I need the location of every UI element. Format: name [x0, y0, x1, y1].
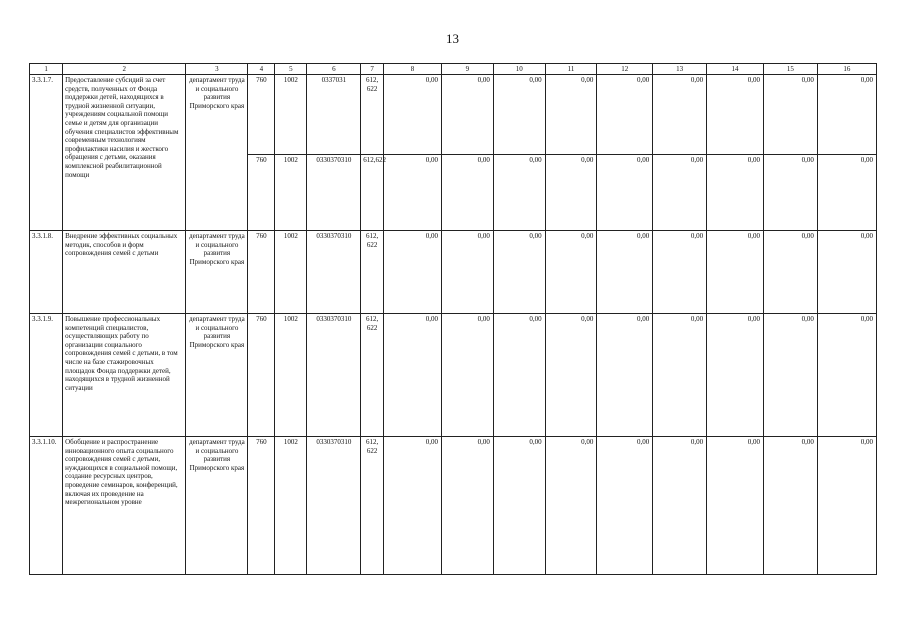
- row-index: 3.3.1.7.: [30, 75, 63, 231]
- budget-table: [29, 63, 877, 575]
- row-name: Внедрение эффективных социальных методик, способов и форм сопровождения семей с детьми: [63, 231, 186, 314]
- cell-col4: 760: [248, 437, 275, 575]
- cell-value: 0,00: [597, 314, 653, 437]
- column-header: 7: [361, 64, 384, 75]
- row-executor: департамент труда и социального развития Приморского края: [186, 75, 248, 231]
- cell-col5: 1002: [275, 155, 307, 231]
- cell-value: 0,00: [442, 231, 494, 314]
- cell-value: 0,00: [597, 75, 653, 155]
- cell-value: 0,00: [442, 437, 494, 575]
- cell-value: 0,00: [493, 314, 545, 437]
- cell-col7: 612,622: [361, 155, 384, 231]
- column-header: 8: [384, 64, 442, 75]
- cell-value: 0,00: [707, 437, 764, 575]
- page-number: 13: [446, 31, 459, 46]
- cell-col4: 760: [248, 155, 275, 231]
- cell-value: 0,00: [493, 155, 545, 231]
- cell-value: 0,00: [817, 155, 876, 231]
- cell-col7: 612, 622: [361, 314, 384, 437]
- cell-col4: 760: [248, 314, 275, 437]
- row-index: 3.3.1.8.: [30, 231, 63, 314]
- cell-value: 0,00: [545, 75, 597, 155]
- cell-col5: 1002: [275, 437, 307, 575]
- cell-col4: 760: [248, 75, 275, 155]
- cell-value: 0,00: [707, 231, 764, 314]
- cell-col5: 1002: [275, 314, 307, 437]
- cell-col6: 0337031: [307, 75, 361, 155]
- cell-value: 0,00: [384, 437, 442, 575]
- cell-value: 0,00: [545, 231, 597, 314]
- cell-col6: 0330370310: [307, 437, 361, 575]
- row-executor: департамент труда и социального развития Приморского края: [186, 231, 248, 314]
- cell-col6: 0330370310: [307, 231, 361, 314]
- cell-value: 0,00: [597, 155, 653, 231]
- header-row: [30, 64, 877, 75]
- cell-value: 0,00: [817, 75, 876, 155]
- column-header: 11: [545, 64, 597, 75]
- column-header: 4: [248, 64, 275, 75]
- row-index: 3.3.1.10.: [30, 437, 63, 575]
- cell-value: 0,00: [764, 231, 818, 314]
- cell-value: 0,00: [384, 155, 442, 231]
- cell-value: 0,00: [597, 231, 653, 314]
- table-row: [30, 314, 877, 437]
- cell-col4: 760: [248, 231, 275, 314]
- cell-col5: 1002: [275, 231, 307, 314]
- cell-value: 0,00: [707, 155, 764, 231]
- cell-value: 0,00: [764, 155, 818, 231]
- cell-value: 0,00: [653, 155, 707, 231]
- column-header: 10: [493, 64, 545, 75]
- row-name: Повышение профессиональных компетенций специалистов, осуществляющих работу по организации социального сопровождения семей с детьми, в том числе на базе стажировочных площадок Фонда поддержки детей, находящихся в трудной жизненной ситуации: [63, 314, 186, 437]
- cell-value: 0,00: [384, 231, 442, 314]
- cell-col7: 612, 622: [361, 75, 384, 155]
- cell-value: 0,00: [817, 231, 876, 314]
- column-header: 3: [186, 64, 248, 75]
- row-index: 3.3.1.9.: [30, 314, 63, 437]
- column-header: 1: [30, 64, 63, 75]
- cell-value: 0,00: [707, 75, 764, 155]
- cell-value: 0,00: [817, 437, 876, 575]
- column-header: 6: [307, 64, 361, 75]
- table-row: [30, 437, 877, 575]
- cell-value: 0,00: [442, 155, 494, 231]
- cell-value: 0,00: [442, 314, 494, 437]
- column-header: 14: [707, 64, 764, 75]
- cell-value: 0,00: [653, 437, 707, 575]
- cell-value: 0,00: [545, 155, 597, 231]
- cell-value: 0,00: [545, 437, 597, 575]
- column-header: 15: [764, 64, 818, 75]
- cell-value: 0,00: [384, 75, 442, 155]
- cell-col7: 612, 622: [361, 231, 384, 314]
- column-header: 13: [653, 64, 707, 75]
- cell-value: 0,00: [384, 314, 442, 437]
- cell-col5: 1002: [275, 75, 307, 155]
- table-row: [30, 75, 877, 155]
- cell-value: 0,00: [545, 314, 597, 437]
- row-name: Предоставление субсидий за счет средств, полученных от Фонда поддержки детей, находящихся в трудной жизненной ситуации, учреждениям социальной помощи семье и детям для организации обучения специалистов эффективным современным технологиям профилактики насилия и жесткого обращения с детьми, оказания комплексной реабилитационной помощи: [63, 75, 186, 231]
- cell-value: 0,00: [493, 437, 545, 575]
- column-header: 2: [63, 64, 186, 75]
- column-header: 5: [275, 64, 307, 75]
- row-executor: департамент труда и социального развития Приморского края: [186, 314, 248, 437]
- cell-value: 0,00: [493, 231, 545, 314]
- cell-value: 0,00: [707, 314, 764, 437]
- cell-col6: 0330370310: [307, 155, 361, 231]
- cell-value: 0,00: [653, 75, 707, 155]
- cell-col6: 0330370310: [307, 314, 361, 437]
- cell-value: 0,00: [817, 314, 876, 437]
- column-header: 16: [817, 64, 876, 75]
- column-header: 9: [442, 64, 494, 75]
- row-executor: департамент труда и социального развития Приморского края: [186, 437, 248, 575]
- cell-value: 0,00: [493, 75, 545, 155]
- row-name: Обобщение и распространение инновационного опыта социального сопровождения семей с детьми, нуждающихся в социальной помощи, создание ресурсных центров, проведение семинаров, конференций, включая их проведение на межрегиональном уровне: [63, 437, 186, 575]
- cell-value: 0,00: [764, 314, 818, 437]
- column-header: 12: [597, 64, 653, 75]
- table-row: [30, 231, 877, 314]
- cell-value: 0,00: [653, 314, 707, 437]
- cell-value: 0,00: [653, 231, 707, 314]
- cell-value: 0,00: [764, 437, 818, 575]
- cell-value: 0,00: [442, 75, 494, 155]
- cell-value: 0,00: [764, 75, 818, 155]
- cell-value: 0,00: [597, 437, 653, 575]
- cell-col7: 612, 622: [361, 437, 384, 575]
